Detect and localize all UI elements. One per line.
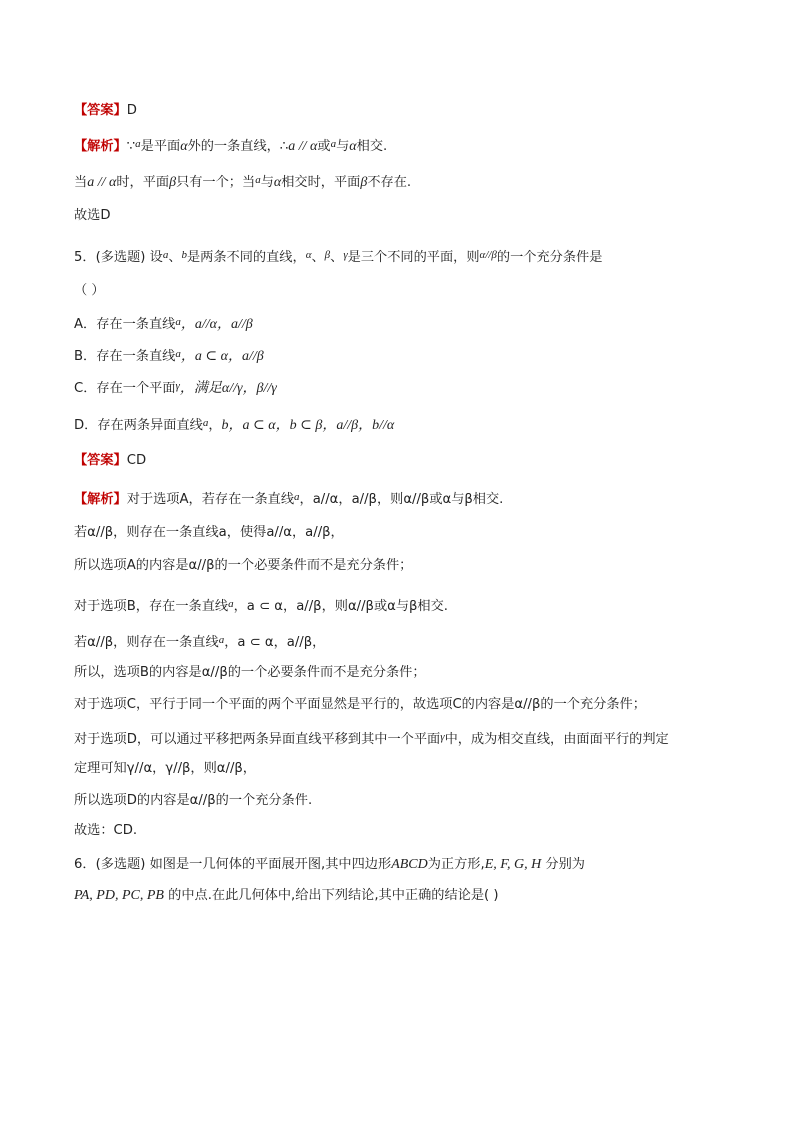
math-var: a	[228, 598, 234, 610]
q5-paren: （ ）	[74, 283, 105, 298]
text: 或	[317, 139, 331, 154]
q5-analysis-line-8	[74, 728, 669, 749]
text: ，	[208, 418, 222, 433]
q5-analysis-line-2: 若α//β，则存在一条直线a，使得a//α，a//β，	[74, 525, 344, 540]
text: 时，平面	[116, 175, 170, 190]
text: B．存在一条直线	[74, 349, 176, 364]
math-var: β	[360, 175, 368, 190]
q5-analysis-line-3: 所以选项A的内容是α//β的一个必要条件而不是充分条件；	[74, 558, 413, 573]
math-var: a	[255, 174, 261, 186]
q5-option-c	[74, 377, 277, 398]
q5-answer-line	[74, 452, 146, 470]
math-expr: E, F, G, H	[484, 857, 542, 872]
text: ，a ⊂ α，a//β，则α//β或α与β相交.	[233, 599, 448, 614]
text: ，a ⊂ α，a//β，	[224, 635, 326, 650]
text: 相交.	[356, 139, 388, 154]
text: 只有一个；当	[176, 175, 256, 190]
text: 、	[330, 250, 344, 265]
text: 与	[336, 139, 350, 154]
q6-stem-line-2	[74, 887, 499, 905]
text: 当	[74, 175, 88, 190]
text: 5．(多选题) 设	[74, 250, 163, 265]
math-var: a	[175, 316, 181, 328]
math-var: a	[294, 491, 300, 503]
math-expr: ，a ⊂ α，b ⊂ β，a//β，b//α	[228, 418, 395, 433]
text: 若α//β，则存在一条直线	[74, 635, 219, 650]
math-var: β	[324, 249, 331, 261]
math-expr: ，a//α，a//β	[180, 317, 253, 332]
math-var: γ	[440, 731, 445, 743]
math-var: a	[135, 138, 141, 150]
text: 与	[260, 175, 274, 190]
text: C．存在一个平面	[74, 381, 176, 396]
math-var: α	[349, 139, 357, 154]
conclusion-q5: 故选：CD.	[74, 823, 138, 838]
answer-value: D	[126, 103, 137, 118]
math-expr: a // α	[87, 175, 117, 190]
q5-analysis-line-9: 定理可知γ//α，γ//β，则α//β，	[74, 761, 256, 776]
math-expr: ，a ⊂ α，a//β	[180, 349, 264, 364]
analysis-line-2	[74, 171, 411, 192]
math-var: a	[162, 249, 169, 261]
conclusion-1: 故选D	[74, 208, 111, 223]
text: 、	[311, 250, 325, 265]
text: 相交时，平面	[281, 175, 361, 190]
q5-analysis-line-4	[74, 595, 448, 616]
answer-line-1	[74, 102, 137, 120]
math-var: a	[175, 348, 181, 360]
text: 对于选项A，若存在一条直线	[126, 492, 295, 507]
text: 外的一条直线，∴	[187, 139, 289, 154]
q5-option-b	[74, 345, 264, 366]
text: D．存在两条异面直线	[74, 418, 203, 433]
answer-tag: 【答案】	[74, 453, 127, 468]
q5-option-d	[74, 414, 394, 435]
math-var: b	[181, 249, 187, 261]
text: A．存在一条直线	[74, 317, 176, 332]
analysis-tag: 【解析】	[74, 492, 127, 507]
q5-analysis-line-5	[74, 631, 325, 652]
text: 中，成为相交直线，由面面平行的判定	[444, 732, 669, 747]
text: 的中点.在此几何体中,给出下列结论,其中正确的结论是( )	[163, 888, 499, 903]
text: 分别为	[541, 857, 585, 872]
text: 为正方形,	[427, 857, 485, 872]
text: 对于选项D，可以通过平移把两条异面直线平移到其中一个平面	[74, 732, 441, 747]
text: ，a//α，a//β，则α//β或α与β相交.	[299, 492, 504, 507]
text: 6．(多选题) 如图是一几何体的平面展开图,其中四边形	[74, 857, 392, 872]
q5-option-a	[74, 313, 253, 334]
q5-analysis-line-6: 所以，选项B的内容是α//β的一个必要条件而不是充分条件；	[74, 665, 426, 680]
text: ∵	[126, 139, 136, 154]
text: 是两条不同的直线，	[187, 250, 306, 265]
text: 的一个充分条件是	[496, 250, 603, 265]
math-expr: ，满足α//γ，β//γ	[179, 381, 277, 396]
math-expr: PA, PD, PC, PB	[74, 888, 164, 903]
text: 不存在.	[367, 175, 412, 190]
math-var: α	[305, 249, 312, 261]
text: 、	[168, 250, 182, 265]
math-var: α	[273, 175, 282, 190]
math-expr: ABCD	[391, 857, 428, 872]
math-var: a	[202, 417, 209, 429]
answer-value: CD	[126, 453, 147, 468]
q6-stem-line-1	[74, 856, 585, 874]
q5-analysis-line-10: 所以选项D的内容是α//β的一个充分条件.	[74, 793, 313, 808]
math-expr: a // α	[288, 139, 318, 154]
math-expr: α//β	[479, 249, 497, 261]
text: 对于选项B，存在一条直线	[74, 599, 229, 614]
math-var: a	[218, 634, 225, 646]
q5-stem-line-1	[74, 246, 602, 267]
analysis-line-1	[74, 135, 387, 156]
math-var: α	[180, 139, 188, 154]
math-var: γ	[343, 249, 348, 261]
math-var: γ	[175, 380, 180, 392]
analysis-tag: 【解析】	[74, 139, 127, 154]
math-var: a	[330, 138, 337, 150]
math-var: β	[169, 175, 177, 190]
text: 是三个不同的平面，则	[347, 250, 480, 265]
q5-analysis-line-1	[74, 488, 503, 509]
answer-tag: 【答案】	[74, 103, 127, 118]
q5-analysis-line-7: 对于选项C，平行于同一个平面的两个平面显然是平行的，故选项C的内容是α//β的一个充分条件；	[74, 697, 646, 712]
text: 是平面	[140, 139, 181, 154]
math-var: b	[221, 418, 229, 433]
